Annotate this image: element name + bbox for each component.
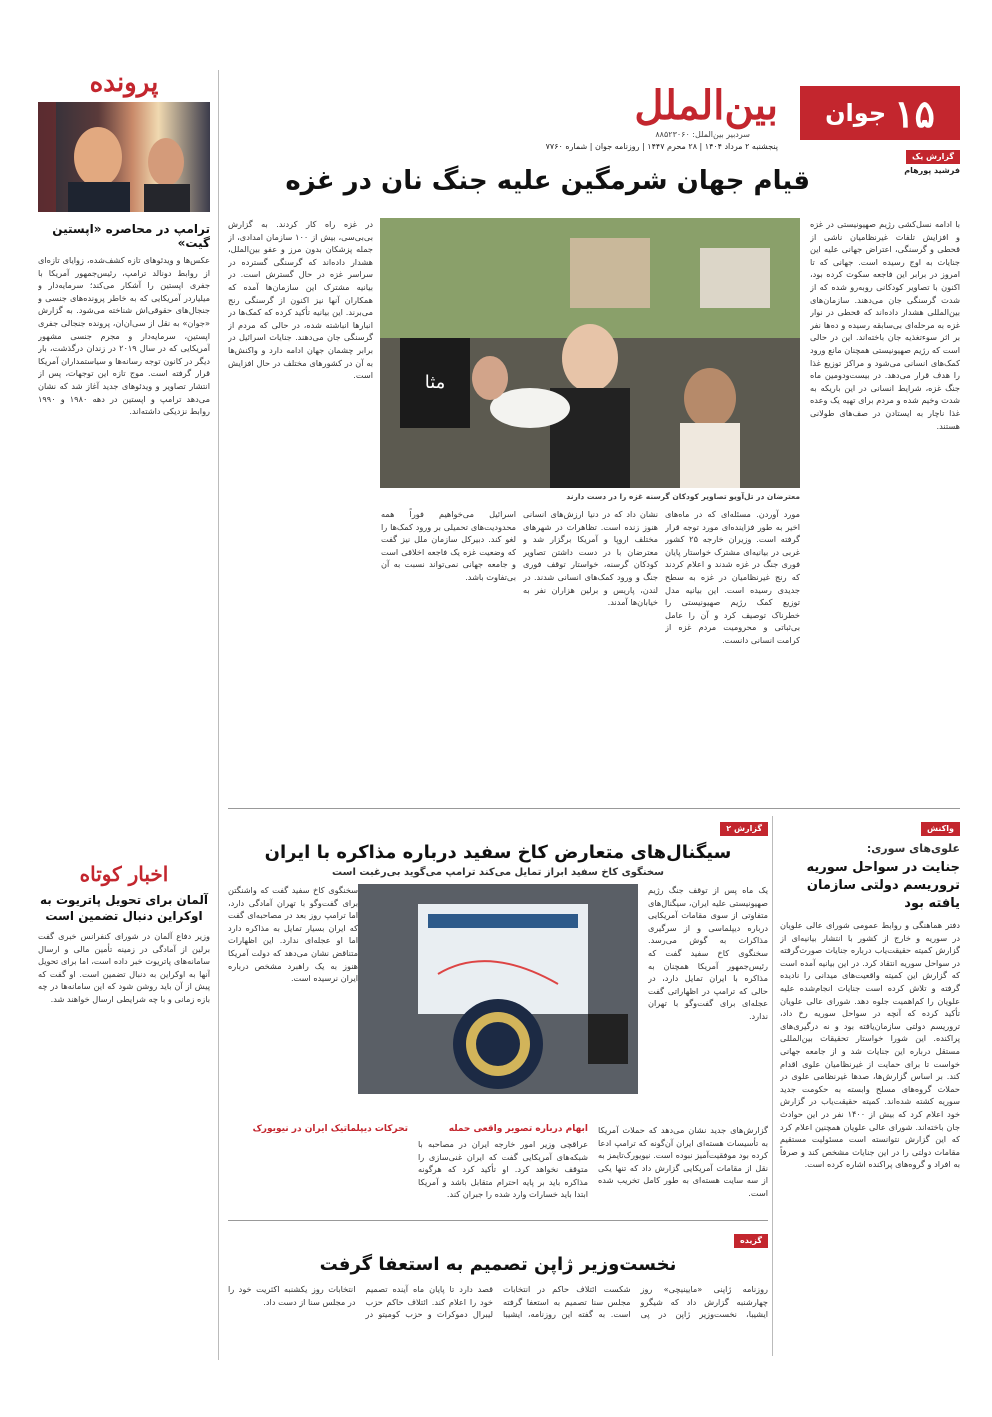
- masthead: [228, 80, 960, 152]
- photo-caption: معترضان در تل‌آویو تصاویر کودکان گرسنه غزه را در دست دارند: [566, 492, 800, 501]
- sidebar: [38, 68, 210, 1358]
- main-divider: [228, 808, 960, 809]
- main-col4: نشان داد که در دنیا ارزش‌های انسانی هنوز زنده است. تظاهرات در شهرهای مختلف اروپا و آمریکا برگزار شد و معترضان با در دست داشتن تصاویر کودکان گرسنه، خواستار توقف فوری جنگ و ورود کمک‌های انسانی شدند. در لندن، پاریس و برلین هزاران نفر به خیابان‌ها آمدند.: [523, 509, 658, 608]
- syria-story: [780, 816, 960, 1356]
- brief-logo: اخبار کوتاه: [79, 862, 169, 886]
- iran-col3: گزارش‌های جدید نشان می‌دهد که حملات آمریکا به تأسیسات هسته‌ای ایران آن‌گونه که ترامپ ادعا کرده بود موفقیت‌آمیز نبوده است. نیویورک‌تایمز به نقل از مقامات آمریکایی گزارش داد که تنها یکی از سه سایت هسته‌ای به طور کامل تخریب شده است.: [598, 1125, 768, 1198]
- main-headline: قیام جهان شرمگین علیه جنگ نان در غزه: [285, 166, 810, 196]
- japan-headline: نخست‌وزیر ژاپن تصمیم به استعفا گرفت: [319, 1254, 677, 1275]
- iran-subsection-heading-2: تحرکات دیپلماتیک ایران در نیویورک: [252, 1124, 408, 1134]
- trump-epstein-photo: [38, 102, 210, 212]
- main-col5: اسرائیل می‌خواهیم فوراً همه محدودیت‌های تحمیلی بر ورود کمک‌ها را لغو کند. دبیرکل سازمان ملل نیز گفت که وضعیت غزه یک فاجعه اخلاقی است و جامعه جهانی نمی‌تواند نسبت به آن بی‌تفاوت باشد.: [381, 509, 516, 582]
- brief-title: آلمان برای تحویل پاتریوت به اوکراین دنبال تضمین است: [40, 893, 208, 923]
- brief-body: وزیر دفاع آلمان در شورای کنفرانس خبری گفت برلین از آمادگی در زمینه تأمین مالی و ارسال سامانه‌های پاتریوت خبر داده است، اما برای تحویل آنها به اوکراین به دنبال تضمین است. او گفت که پیش از آن باید روشن شود که این سامانه‌ها در چه بازه زمانی و با چه شرایطی ارسال خواهند شد.: [38, 931, 210, 1004]
- dateline: پنجشنبه ۲ مرداد ۱۴۰۴ | ۲۸ محرم ۱۴۴۷ | روزنامه جوان | شماره ۷۷۶۰: [545, 142, 778, 151]
- iran-subsection: [228, 1124, 768, 1214]
- trump-title: ترامپ در محاصره «اپستین گیت»: [52, 222, 210, 250]
- pentagon-photo: [358, 884, 638, 1094]
- logo-word: جوان: [825, 99, 887, 127]
- svg-text:مثا: مثا: [424, 372, 446, 393]
- syria-kicker: واکنش: [921, 822, 960, 836]
- main-photo: [380, 218, 800, 488]
- main-col2: در غزه راه کار کردند. به گزارش بی‌بی‌سی، بیش از ۱۰۰ سازمان امدادی، از جمله پزشکان بدون مرز و عفو بین‌الملل، هشدار داده‌اند که گرسنگی گسترده در سراسر غزه در حال گسترش است. در بیانیه مشترک این سازمان‌ها آمده که همکاران آنها نیز اکنون از گرسنگی رنج می‌برند. این بیانیه تأکید کرده که کمک‌ها در انبارها انباشته شده، در حالی که مردم از گرسنگی جان می‌دهند. جنایات اسرائیل در برابر چشمان جهان ادامه دارد و واکنش‌ها به آن در کشورهای مختلف در حال افزایش است.: [228, 219, 373, 381]
- iran-subsection-heading: ابهام درباره تصویر واقعی حمله: [448, 1124, 588, 1134]
- trump-body: عکس‌ها و ویدئوهای تازه کشف‌شده، زوایای تازه‌ای از روابط دونالد ترامپ، رئیس‌جمهور آمریکا با جفری اپستین را آشکار می‌کند؛ سرمایه‌دار و میلیاردر آمریکایی که به خاطر پرونده‌های جنسی و جنجال‌های حقوقی‌اش شناخته می‌شود. به گزارش «جوان» به نقل از سی‌ان‌ان، پرونده جنجالی جفری اپستین، سرمایه‌دار و مجرم جنسی مشهور آمریکایی که در سال ۲۰۱۹ در زندان درگذشت، بار دیگر در کانون توجه رسانه‌ها و سیاستمداران آمریکا قرار گرفته است. موج تازه این توجهات، پس از انتشار تصاویر و ویدئوهای جدید آغاز شد که نشان می‌دهد ترامپ و اپستین در دهه ۱۹۸۰ و ۱۹۹۰ روابط نزدیکی داشته‌اند.: [38, 255, 210, 417]
- iran-col4: عراقچی وزیر امور خارجه ایران در مصاحبه با شبکه‌های آمریکایی گفت که ایران غنی‌سازی را متوقف نخواهد کرد. او تأکید کرد که هرگونه مذاکره باید بر پایه احترام متقابل باشد و آمریکا ابتدا باید خسارات وارد شده را جبران کند.: [418, 1139, 588, 1200]
- main-kicker: گزارش یک: [906, 150, 960, 164]
- iran-col2: سخنگوی کاخ سفید گفت که واشنگتن برای گفت‌وگو با تهران آمادگی دارد، اما ترامپ روز بعد در مصاحبه‌ای گفت که ایران بسیار تمایل به مذاکره دارد اما او عجله‌ای ندارد. این اظهارات متناقض نشان می‌دهد که دولت آمریکا هنوز به یک راهبرد مشخص درباره ایران نرسیده است.: [228, 885, 358, 984]
- iran-photo: [358, 884, 638, 1094]
- main-story: [228, 150, 960, 800]
- iran-subhead: سخنگوی کاخ سفید ابراز تمایل می‌کند ترامپ می‌گوید بی‌رغبت است: [332, 867, 664, 878]
- section-title: بین‌الملل: [634, 82, 778, 129]
- photo-figures: [38, 102, 210, 212]
- iran-col1: یک ماه پس از توقف جنگ رژیم صهیونیستی علیه ایران، سیگنال‌های متفاوتی از سوی مقامات آمریکایی درباره دیپلماسی و از سرگیری مذاکرات به گوش می‌رسد. سخنگوی کاخ سفید گفت که رئیس‌جمهور آمریکا همچنان به مذاکره با ایران تمایل دارد، در حالی که ترامپ در اظهاراتی گفت عجله‌ای برای گفت‌وگو با تهران ندارد.: [648, 885, 768, 1021]
- page-number: ۱۵: [894, 90, 935, 136]
- japan-story: [228, 1228, 768, 1358]
- sidebar-divider: [218, 70, 219, 1360]
- iran-headline: سیگنال‌های متعارض کاخ سفید درباره مذاکره با ایران: [264, 842, 732, 863]
- sidebar-logo: پرونده: [89, 68, 159, 98]
- main-col1: با ادامه نسل‌کشی رژیم صهیونیستی در غزه و افزایش تلفات غیرنظامیان ناشی از قحطی و گرسنگی، اعتراض جهانی علیه این جنایات به اوج رسیده است. جهانی که تا امروز در برابر این فاجعه سکوت کرده بود، اکنون با تصاویر کودکانی روبه‌رو شده که از شدت گرسنگی جان می‌دهند. سازمان‌های بین‌المللی هشدار داده‌اند که قحطی در نوار غزه به مرحله‌ای بی‌سابقه رسیده و ده‌ها نفر بر اثر سوءتغذیه جان باخته‌اند. این در حالی است که رژیم صهیونیستی همچنان مانع ورود کمک‌های انسانی می‌شود و مراکز توزیع غذا را هدف قرار می‌دهد. در بیست‌و‌دومین ماه جنگ غزه، شرایط انسانی در این باریکه به شدت وخیم شده و مردم برای تهیه یک وعده غذا ناچار به ایستادن در صف‌های طولانی هستند.: [810, 219, 960, 431]
- protest-photo: [380, 218, 800, 488]
- main-kicker-row: [228, 150, 960, 164]
- iran-kicker: گزارش ۲: [720, 822, 768, 836]
- page-badge: [800, 86, 960, 140]
- syria-headline-pre: علوی‌های سوری:: [866, 842, 960, 855]
- main-col3: مورد آوردن. مسئله‌ای که در ماه‌های اخیر به طور فزاینده‌ای مورد توجه قرار گرفته است. وزیران خارجه ۲۵ کشور غربی در بیانیه‌ای مشترک خواستار پایان فوری جنگ در غزه شدند و اعلام کردند که رنج غیرنظامیان در غزه به سطح جدیدی رسیده است. این بیانیه مدل توزیع کمک رژیم صهیونیستی را خطرناک توصیف کرد و آن را عامل بی‌ثباتی و محرومیت مردم غزه از کرامت انسانی دانست.: [665, 509, 800, 645]
- syria-divider: [772, 816, 773, 1356]
- japan-kicker: گزیده: [734, 1234, 768, 1248]
- syria-headline: جنایت در سواحل سوریه تروریسم دولتی سازمان یافته بود: [806, 860, 960, 911]
- japan-body: روزنامه ژاپنی «مایینیچی» روز چهارشنبه گزارش داد که شیگرو ایشیبا، نخست‌وزیر ژاپن در پی شکست ائتلاف حاکم در انتخابات مجلس سنا تصمیم به استعفا گرفته است. به گفته این روزنامه، ایشیبا قصد دارد تا پایان ماه آینده تصمیم خود را اعلام کند. ائتلاف حاکم حزب لیبرال دموکرات و حزب کومیتو در انتخابات روز یکشنبه اکثریت خود را در مجلس سنا از دست داد.: [228, 1284, 768, 1320]
- main-author: فرشید پورهام: [904, 166, 960, 175]
- syria-body: دفتر هماهنگی و روابط عمومی شورای عالی علویان در سوریه و خارج از کشور با انتشار بیانیه‌ای از گزارش کمیته حقیقت‌یاب درباره جنایات صورت‌گرفته در سواحل سوریه انتقاد کرد. در این بیانیه آمده است که گزارش این کمیته واقعیت‌های میدانی را نادیده گرفته و تلاش کرده است جنایات انجام‌شده علیه علویان را کم‌اهمیت جلوه دهد. شورای عالی علویان تأکید کرده که آنچه در سواحل سوریه رخ داد، تروریسم دولتی سازمان‌یافته بود و نه درگیری‌های پراکنده. این شورا خواستار تحقیقات بین‌المللی مستقل درباره این جنایات شد و از جامعه جهانی خواست تا برای حمایت از غیرنظامیان علوی اقدام کند. بر اساس گزارش‌ها، صدها غیرنظامی علوی در حملات گروه‌های مسلح وابسته به حکومت جدید سوریه کشته شده‌اند. کمیته حقیقت‌یاب در گزارش خود اعلام کرد که بیش از ۱۴۰۰ نفر در این حوادث جان باخته‌اند. شورای عالی علویان همچنین اعلام کرد که این گزارش نتوانسته است مسئولیت مستقیم مقامات دولتی را در این جنایات مشخص کند و صرفاً به افراد و گروه‌های پراکنده اشاره کرده است.: [780, 920, 960, 1170]
- section-subline: سردبیر بین‌الملل: ۸۸۵۲۳۰۶۰: [655, 130, 750, 139]
- iran-divider: [228, 1220, 768, 1221]
- iran-story: [228, 816, 768, 1116]
